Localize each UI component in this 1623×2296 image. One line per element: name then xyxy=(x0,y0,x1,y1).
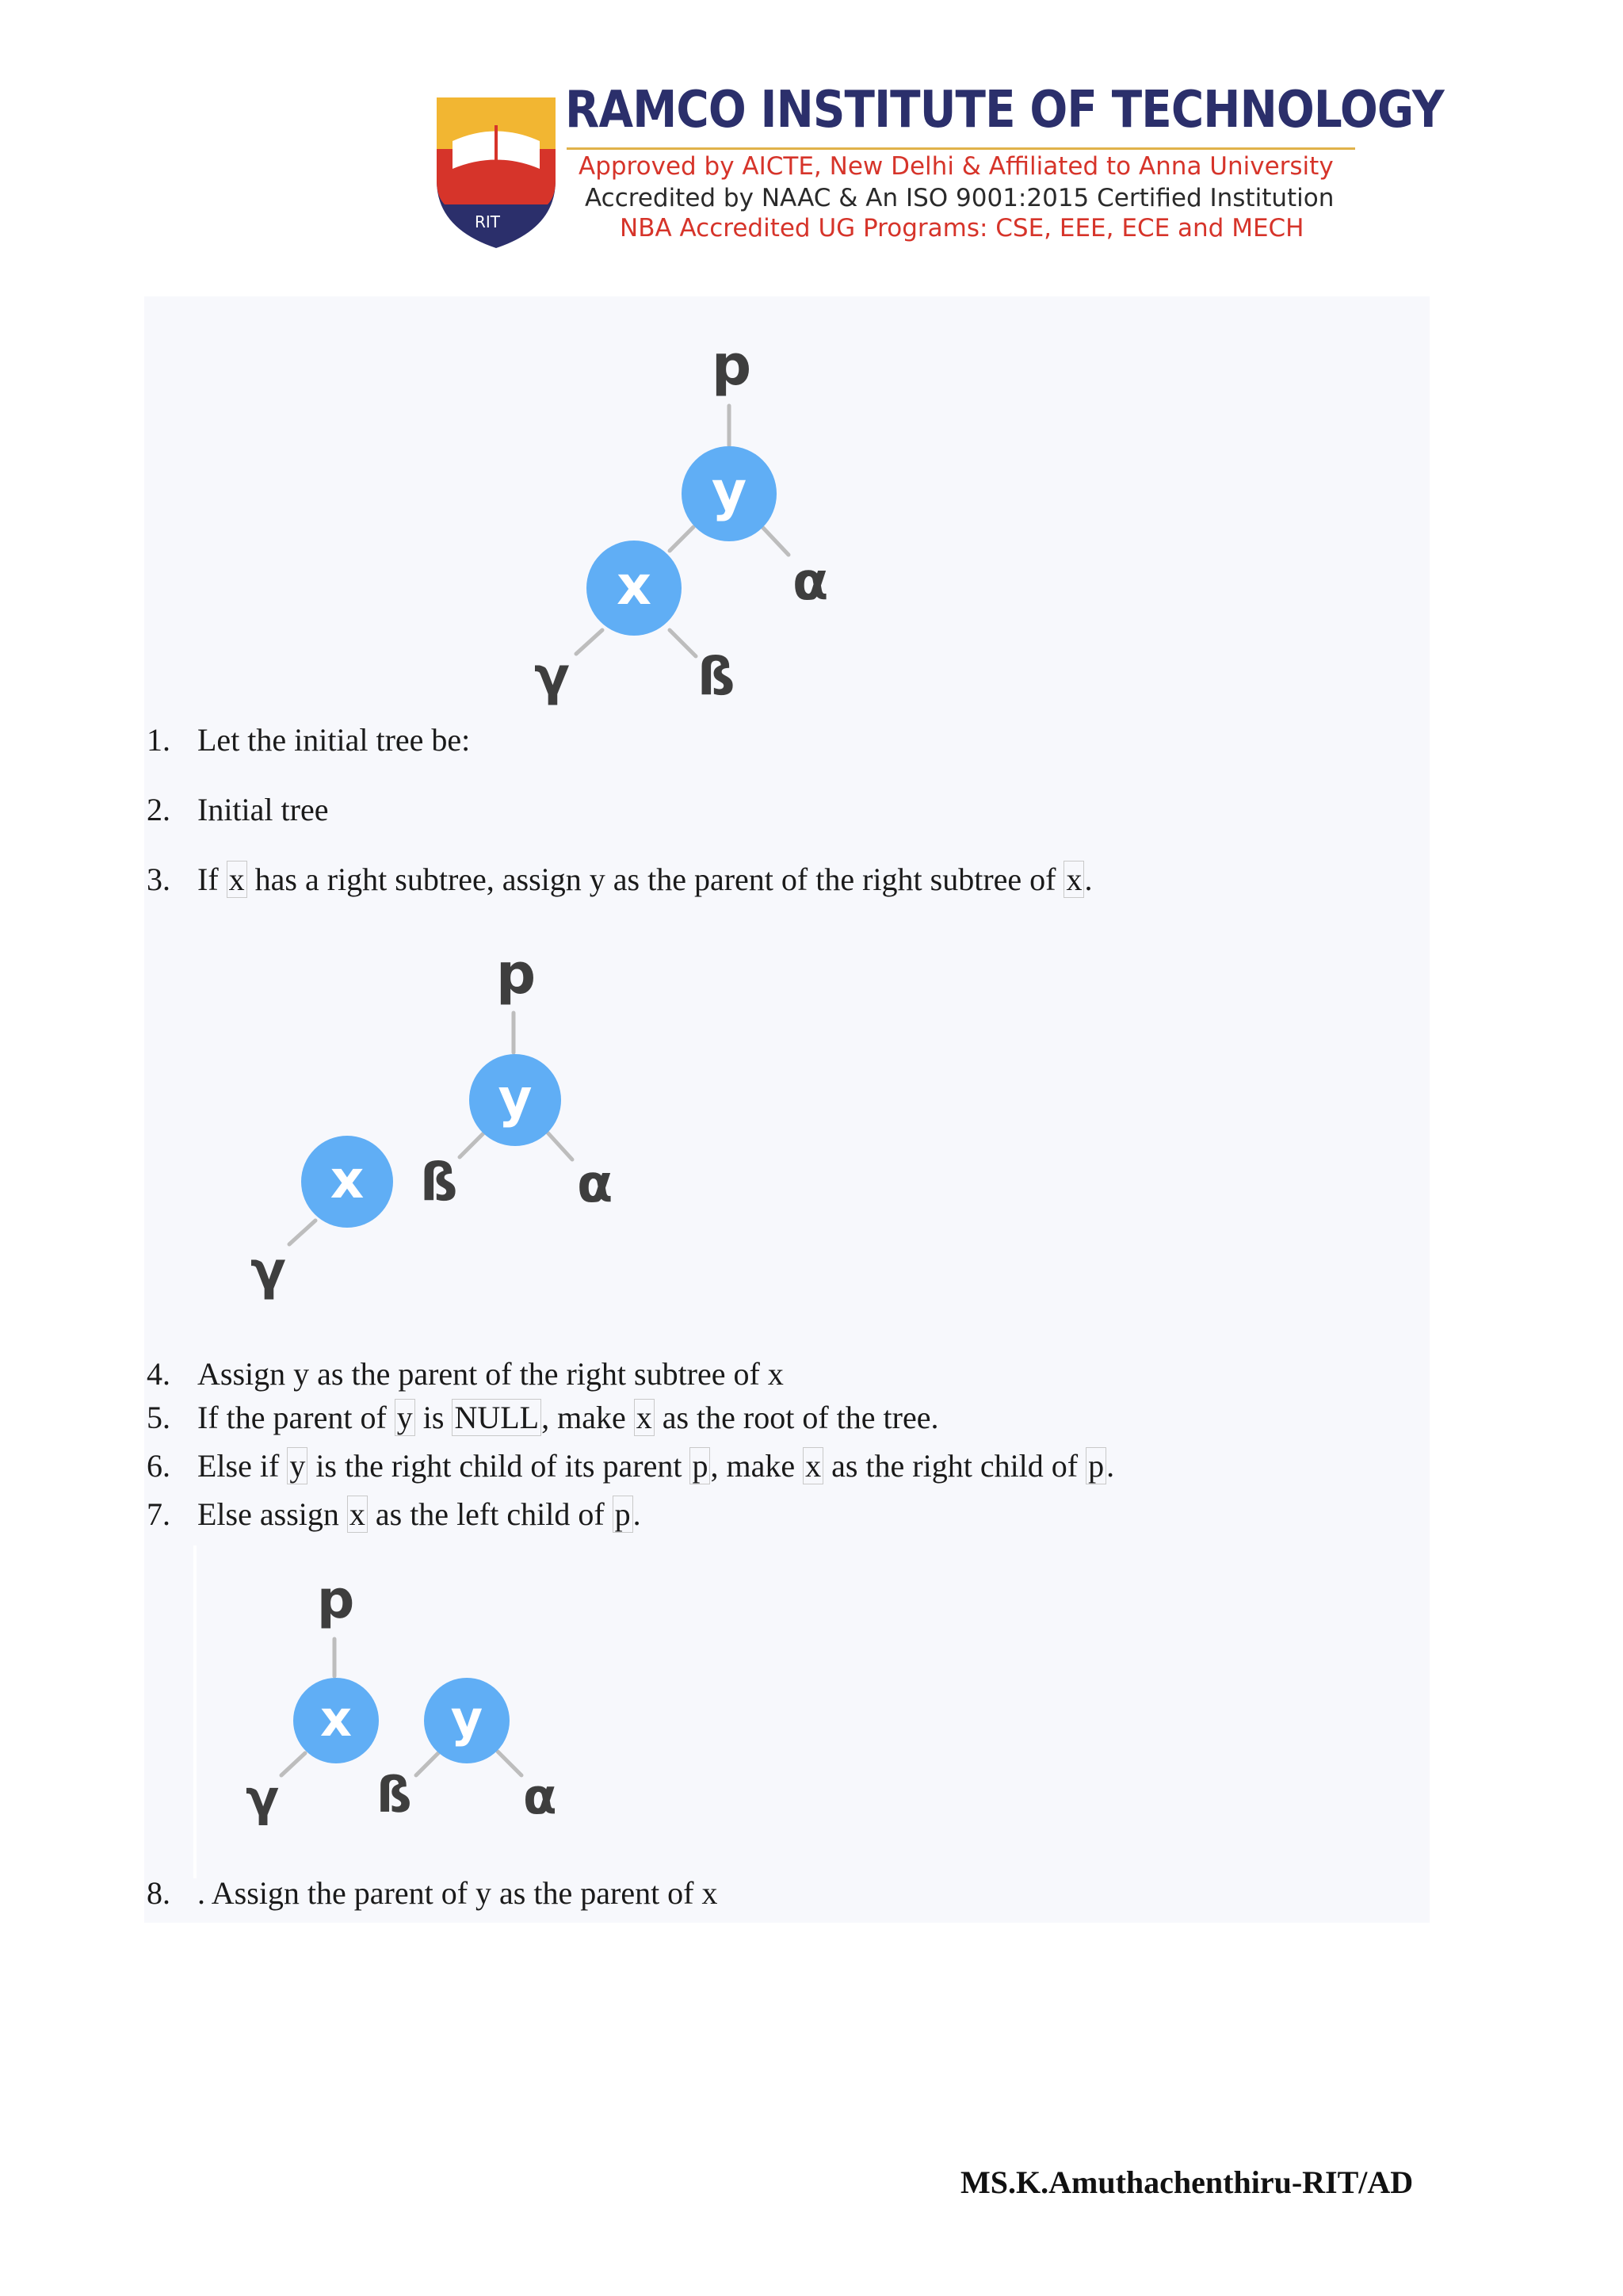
tree1-alpha-label: α xyxy=(792,551,829,612)
code-x: x xyxy=(347,1496,368,1533)
tree2-node-x: x xyxy=(301,1136,393,1228)
tree2-p-label: p xyxy=(496,942,537,1007)
step-number: 2. xyxy=(147,792,170,827)
tree3-p-label: p xyxy=(317,1569,355,1630)
step-text: If the parent of y is NULL, make x as the root of the tree. xyxy=(197,1400,939,1435)
step-number: 5. xyxy=(147,1400,170,1435)
approval-line: Approved by AICTE, New Delhi & Affiliated to Anna University xyxy=(579,152,1334,181)
step-text: Assign y as the parent of the right subtree of x xyxy=(197,1356,784,1392)
tree1-node-x: x xyxy=(586,541,682,636)
tree3-beta-label: ß xyxy=(376,1766,412,1824)
step-number: 1. xyxy=(147,722,170,758)
code-null: NULL xyxy=(452,1399,541,1436)
tree2-alpha-label: α xyxy=(577,1153,613,1214)
author-footer: MS.K.Amuthachenthiru-RIT/AD xyxy=(960,2164,1414,2200)
tree2-node-y: y xyxy=(469,1054,561,1146)
tree1-node-y: y xyxy=(682,446,777,541)
step-number: 7. xyxy=(147,1496,170,1532)
step-number: 8. xyxy=(147,1875,170,1911)
code-p: p xyxy=(689,1447,710,1484)
tree1-gamma-label: γ xyxy=(534,646,570,707)
code-x: x xyxy=(1064,861,1084,898)
code-x: x xyxy=(803,1447,823,1484)
code-p: p xyxy=(613,1496,633,1533)
tree3-gamma-label: γ xyxy=(246,1769,280,1827)
step-number: 3. xyxy=(147,861,170,897)
tree2-beta-label: ß xyxy=(420,1152,458,1213)
step-text: Else assign x as the left child of p. xyxy=(197,1496,641,1532)
tree3-node-y: y xyxy=(424,1678,510,1763)
step-number: 6. xyxy=(147,1448,170,1484)
code-p: p xyxy=(1086,1447,1106,1484)
step-text: Initial tree xyxy=(197,792,329,827)
step-text: Else if y is the right child of its parent p, make x as the right child of p. xyxy=(197,1448,1115,1484)
tree1-p-label: p xyxy=(712,333,752,398)
logo-text: RIT xyxy=(475,212,501,231)
code-x: x xyxy=(634,1399,655,1436)
code-y: y xyxy=(287,1447,307,1484)
nba-line: NBA Accredited UG Programs: CSE, EEE, ECE and MECH xyxy=(620,214,1304,243)
tree2-gamma-label: γ xyxy=(250,1240,286,1301)
institute-name: RAMCO INSTITUTE OF TECHNOLOGY xyxy=(565,81,1444,139)
code-x: x xyxy=(227,861,247,898)
tree3-node-x: x xyxy=(293,1678,379,1763)
step-text: . Assign the parent of y as the parent of x xyxy=(197,1875,718,1911)
code-y: y xyxy=(395,1399,415,1436)
accreditation-line: Accredited by NAAC & An ISO 9001:2015 Certified Institution xyxy=(585,184,1335,212)
tree1-beta-label: ß xyxy=(697,646,735,707)
step-text: Let the initial tree be: xyxy=(197,722,471,758)
step-text: If x has a right subtree, assign y as the parent of the right subtree of x. xyxy=(197,861,1093,897)
step-number: 4. xyxy=(147,1356,170,1392)
tree3-alpha-label: α xyxy=(523,1767,557,1825)
